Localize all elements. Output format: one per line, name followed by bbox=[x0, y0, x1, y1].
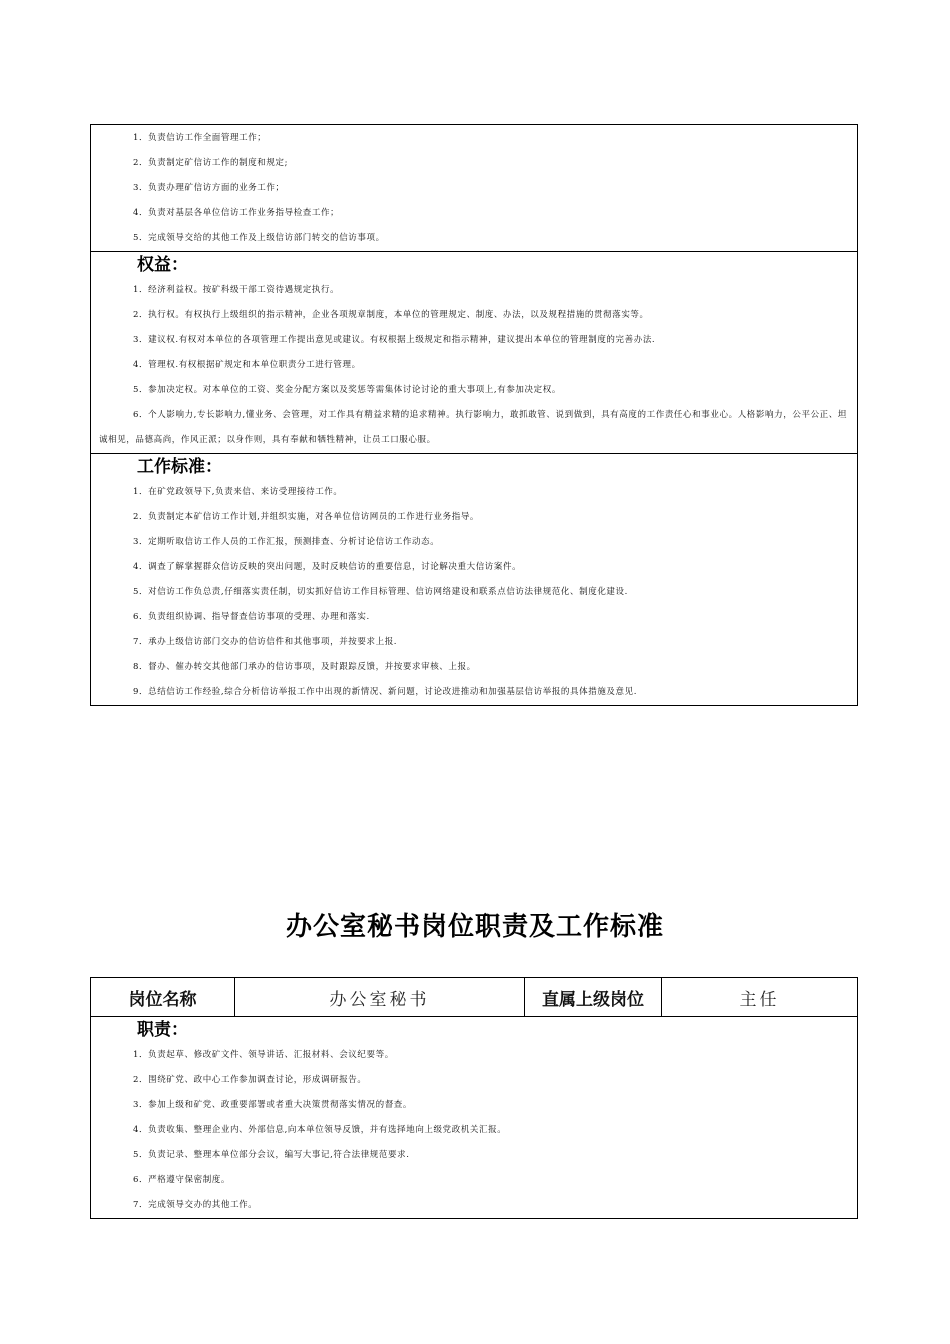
superior-post-value: 主任 bbox=[661, 978, 857, 1016]
superior-post-label: 直属上级岗位 bbox=[524, 978, 661, 1016]
duty-item: 2．负责制定矿信访工作的制度和规定; bbox=[133, 158, 289, 168]
duties-heading: 职责： bbox=[137, 1020, 188, 1040]
continued-duties-table bbox=[90, 124, 858, 706]
standards-item: 6．负责组织协调、指导督查信访事项的受理、办理和落实. bbox=[133, 612, 370, 622]
secretary-duty-item: 4．负责收集、整理企业内、外部信息,向本单位领导反馈，并有选择地向上级党政机关汇报。 bbox=[133, 1125, 507, 1135]
rights-item: 6．个人影响力,专长影响力,懂业务、会管理，对工作具有精益求精的追求精神。执行影响力，敢抓敢管、说到做到，具有高度的工作责任心和事业心。人格影响力，公平公正、坦诚相见，品德高尚，作风正派；以身作则，具有奉献和牺牲精神，让员工口服心服。 bbox=[99, 410, 847, 445]
post-name-label: 岗位名称 bbox=[128, 989, 197, 1010]
standards-item: 5．对信访工作负总责,仔细落实责任制，切实抓好信访工作目标管理、信访网络建设和联系点信访法律规范化、制度化建设. bbox=[133, 587, 628, 597]
rights-item: 5．参加决定权。对本单位的工资、奖金分配方案以及奖惩等需集体讨论讨论的重大事项上,有参加决定权。 bbox=[133, 385, 561, 395]
standards-heading: 工作标准： bbox=[137, 457, 222, 477]
secretary-duties-section bbox=[91, 1017, 857, 1218]
standards-item: 3．定期听取信访工作人员的工作汇报，预测排查、分析讨论信访工作动态。 bbox=[133, 537, 440, 547]
standards-item: 4．调查了解掌握群众信访反映的突出问题，及时反映信访的重要信息，讨论解决重大信访案件。 bbox=[133, 562, 522, 572]
document-title: 办公室秘书岗位职责及工作标准 bbox=[285, 912, 664, 942]
duty-item: 5．完成领导交给的其他工作及上级信访部门转交的信访事项。 bbox=[133, 233, 385, 243]
secretary-duty-item: 2．围绕矿党、政中心工作参加调查讨论，形成调研报告。 bbox=[133, 1075, 367, 1085]
standards-item: 7．承办上级信访部门交办的信访信件和其他事项，并按要求上报. bbox=[133, 637, 398, 647]
duty-item: 1．负责信访工作全面管理工作； bbox=[133, 133, 267, 143]
secretary-duty-item: 3．参加上级和矿党、政重要部署或者重大决策贯彻落实情况的督查。 bbox=[133, 1100, 413, 1110]
duty-item: 4．负责对基层各单位信访工作业务指导检查工作； bbox=[133, 208, 340, 218]
secretary-duties-table bbox=[90, 977, 858, 1219]
standards-item: 9．总结信访工作经验,综合分析信访举报工作中出现的新情况、新问题，讨论改进推动和加强基层信访举报的具体措施及意见. bbox=[133, 687, 638, 697]
post-name-value: 办公室秘书 bbox=[234, 978, 524, 1016]
secretary-duty-item: 5．负责记录、整理本单位部分会议，编写大事记,符合法律规范要求. bbox=[133, 1150, 410, 1160]
standards-section bbox=[91, 453, 857, 705]
secretary-duty-item: 1．负责起草、修改矿文件、领导讲话、汇报材料、会议纪要等。 bbox=[133, 1050, 394, 1060]
standards-item: 2．负责制定本矿信访工作计划,并组织实施，对各单位信访网员的工作进行业务指导。 bbox=[133, 512, 480, 522]
duties-section bbox=[91, 125, 857, 251]
rights-item: 2．执行权。有权执行上级组织的指示精神，企业各项规章制度，本单位的管理规定、制度、办法，以及规程措施的贯彻落实等。 bbox=[133, 310, 649, 320]
secretary-duty-item: 7．完成领导交办的其他工作。 bbox=[133, 1200, 258, 1210]
standards-item: 8．督办、催办转交其他部门承办的信访事项，及时跟踪反馈，并按要求审核、上报。 bbox=[133, 662, 476, 672]
post-header-row bbox=[91, 978, 857, 1017]
rights-item: 4．管理权.有权根据矿规定和本单位职责分工进行管理。 bbox=[133, 360, 361, 370]
duty-item: 3．负责办理矿信访方面的业务工作； bbox=[133, 183, 285, 193]
rights-heading: 权益： bbox=[137, 255, 188, 275]
rights-section bbox=[91, 251, 857, 453]
rights-item: 3．建议权.有权对本单位的各项管理工作提出意见或建议。有权根据上级规定和指示精神，建议提出本单位的管理制度的完善办法. bbox=[133, 335, 656, 345]
rights-item: 1．经济利益权。按矿科级干部工资待遇规定执行。 bbox=[133, 285, 340, 295]
standards-item: 1．在矿党政领导下,负责来信、来访受理接待工作。 bbox=[133, 487, 343, 497]
secretary-duty-item: 6．严格遵守保密制度。 bbox=[133, 1175, 231, 1185]
